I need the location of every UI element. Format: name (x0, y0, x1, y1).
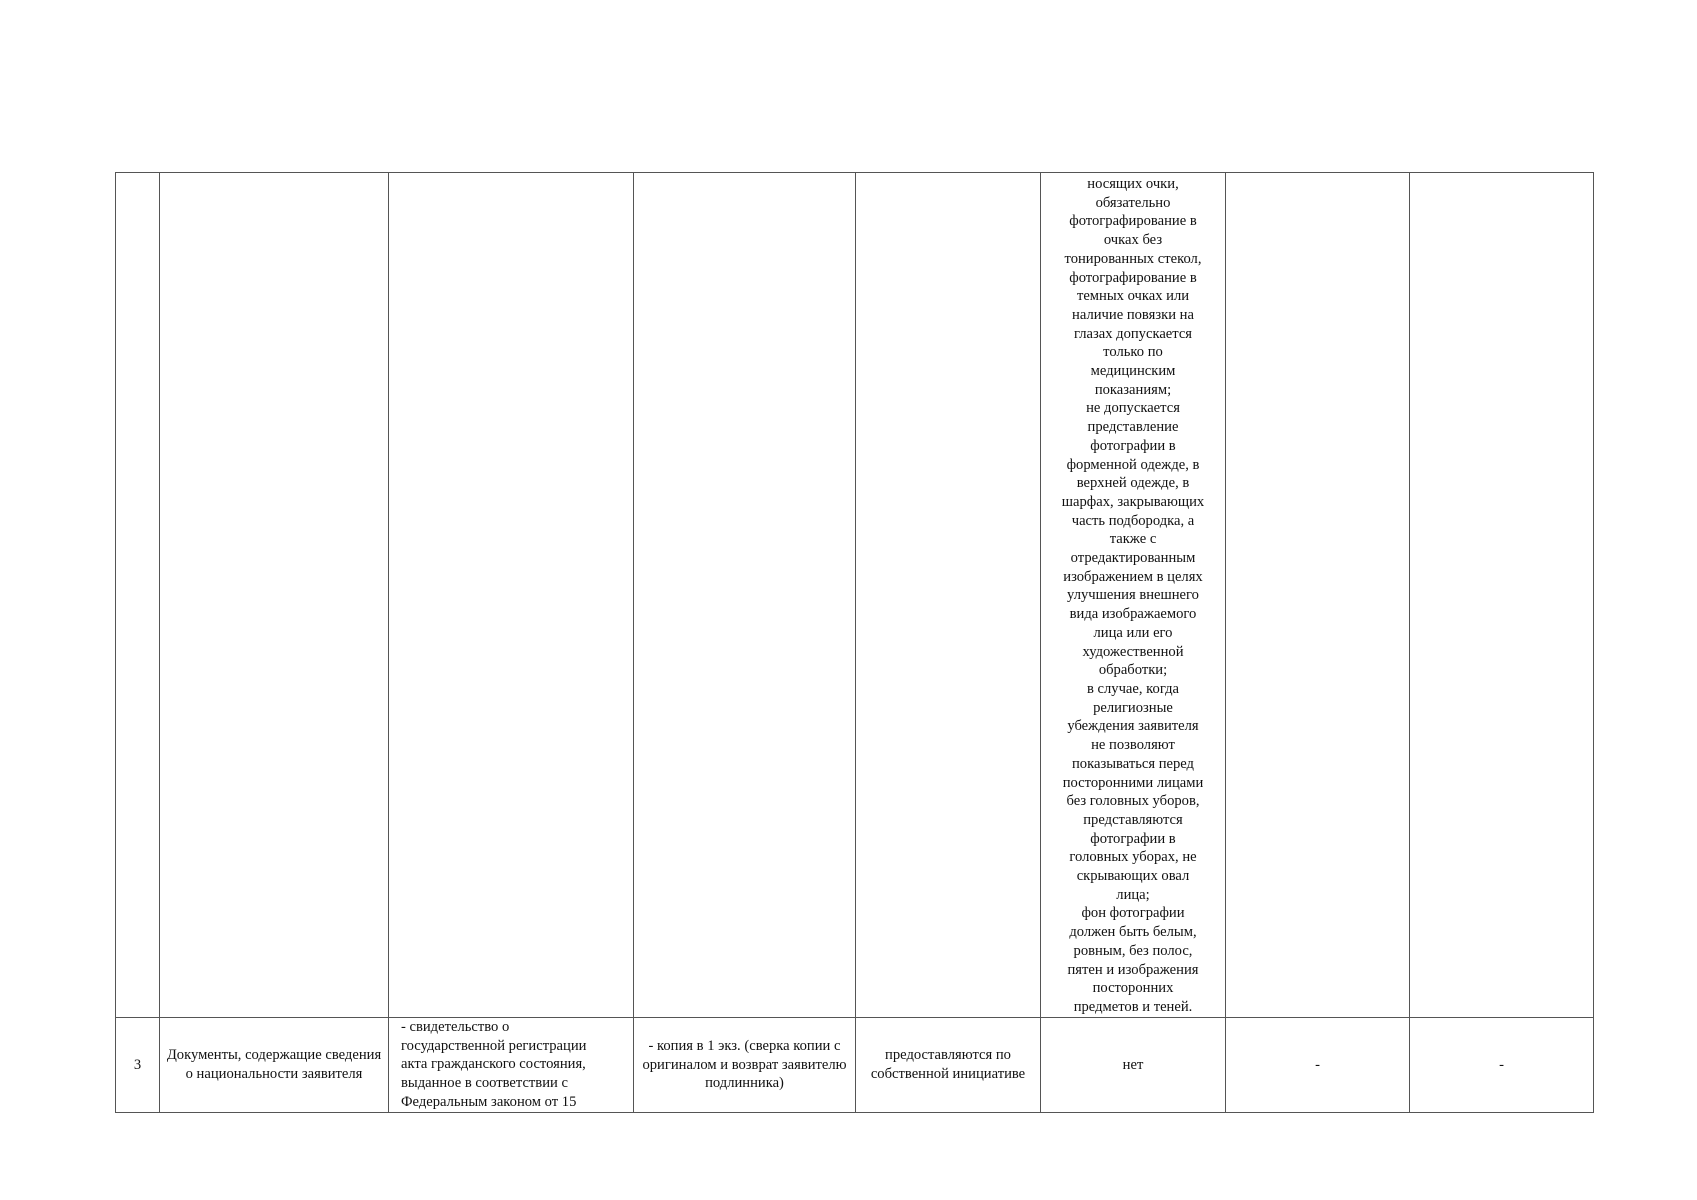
documents-table (115, 172, 1594, 1113)
cell-photo-requirements: носящих очки, обязательно фотографирование в очках без тонированных стекол, фотографирование в темных очках или наличие повязки на глазах допускается только по медицинским показаниям; не допускается представление фотографии в форменной одежде, в верхней одежде, в шарфах, закрывающих часть подбородка, а также с отредактированным изображением в целях улучшения внешнего вида изображаемого лица или его художественной обработки; в случае, когда религиозные убеждения заявителя не позволяют показываться перед посторонними лицами без головных уборов, представляются фотографии в головных уборах, не скрывающих овал лица; фон фотографии должен быть белым, ровным, без полос, пятен и изображения посторонних предметов и теней. (1041, 173, 1226, 1018)
cell-category (160, 173, 389, 1018)
cell-document-kinds-list (389, 1018, 634, 1113)
cell-submission-mode: предоставляются по собственной инициативе (856, 1018, 1041, 1113)
cell-submission (856, 173, 1041, 1018)
cell-col8-value: - (1410, 1018, 1594, 1113)
cell-document-kinds (389, 173, 634, 1018)
cell-copies (634, 173, 856, 1018)
cell-copies-info: - копия в 1 экз. (сверка копии с оригиналом и возврат заявителю подлинника) (634, 1018, 856, 1113)
cell-requirements: нет (1041, 1018, 1226, 1113)
cell-number (116, 173, 160, 1018)
cell-col8 (1410, 173, 1594, 1018)
table-row-continued (116, 173, 1594, 1018)
cell-document-category: Документы, содержащие сведения о национальности заявителя (160, 1018, 389, 1113)
document-kinds-text: - свидетельство о государственной регистрации акта гражданского состояния, выданное в соответствии с Федеральным законом от 15 (401, 1019, 587, 1110)
cell-row-number: 3 (116, 1018, 160, 1113)
table-row-3 (116, 1018, 1594, 1113)
cell-col7-value: - (1226, 1018, 1410, 1113)
cell-col7 (1226, 173, 1410, 1018)
